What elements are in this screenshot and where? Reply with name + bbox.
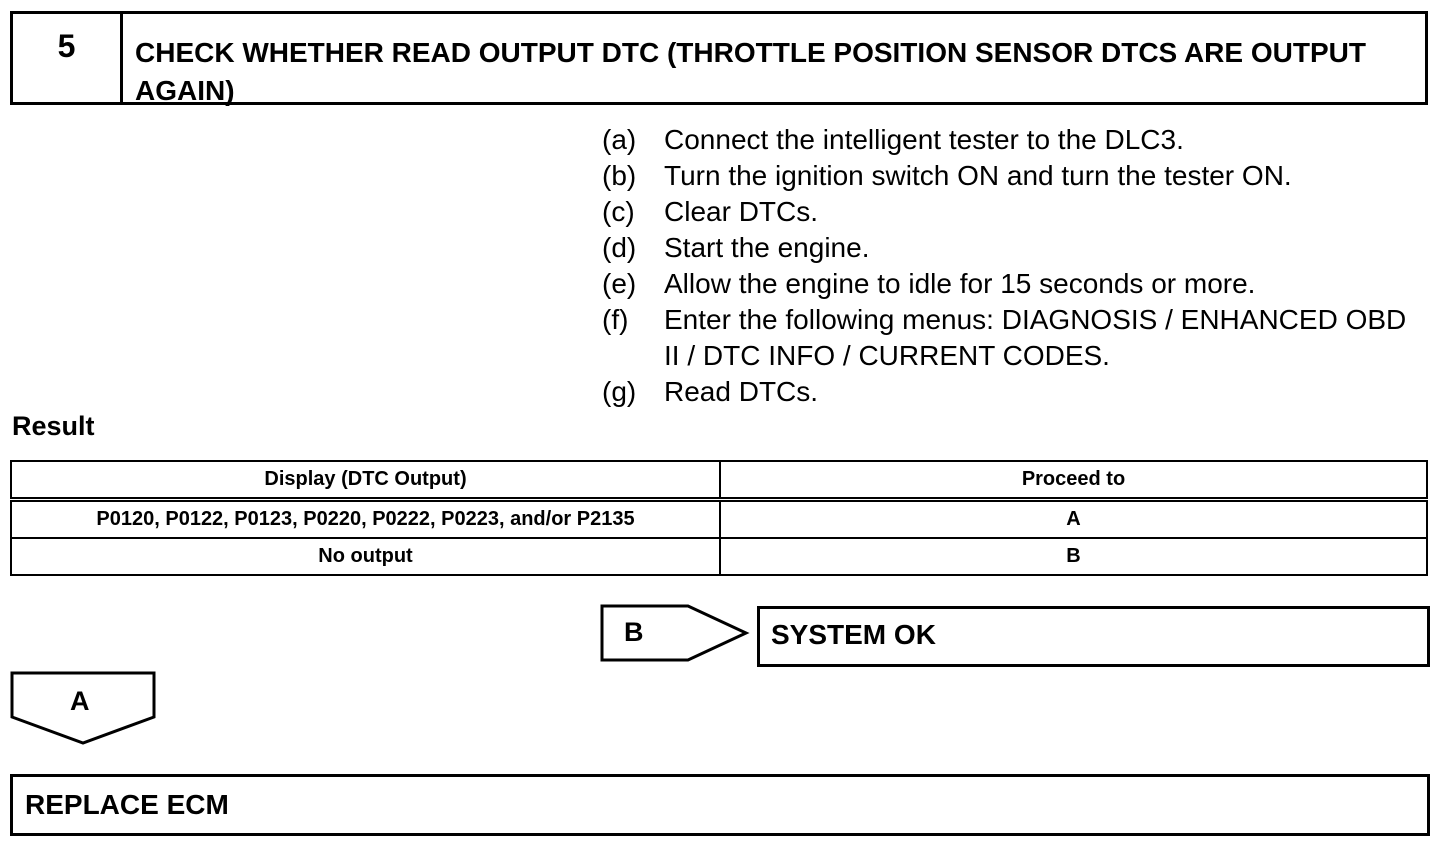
procedure-item-label: (d) — [602, 232, 637, 263]
replace-ecm-box: REPLACE ECM — [10, 774, 1430, 836]
procedure-item-text: Start the engine. — [664, 232, 870, 263]
procedure-item — [602, 374, 1422, 410]
table-cell-display: P0120, P0122, P0123, P0220, P0222, P0223, and/or P2135 — [11, 500, 720, 539]
procedure-list — [602, 122, 1422, 410]
column-header-display: Display (DTC Output) — [11, 461, 720, 500]
flow-a-label: A — [70, 686, 90, 716]
flow-b-label: B — [624, 617, 644, 647]
procedure-item-label: (f) — [602, 304, 629, 335]
procedure-item-label: (e) — [602, 268, 637, 299]
procedure-item-label: (g) — [602, 376, 637, 407]
procedure-item-text: Clear DTCs. — [664, 196, 819, 227]
step-number: 5 — [13, 14, 123, 102]
procedure-item-text: Connect the intelligent tester to the DLC3. — [664, 124, 1184, 155]
table-header-row — [11, 461, 1427, 500]
system-ok-box: SYSTEM OK — [757, 606, 1430, 667]
procedure-item-text: Enter the following menus: DIAGNOSIS / ENHANCED OBD II / DTC INFO / CURRENT CODES. — [664, 304, 1407, 371]
table-cell-proceed: A — [720, 500, 1427, 539]
procedure-item-label: (b) — [602, 160, 637, 191]
procedure-item — [602, 302, 1422, 374]
flow-b-arrow — [600, 604, 750, 662]
procedure-item — [602, 122, 1422, 158]
procedure-item — [602, 158, 1422, 194]
result-table — [10, 460, 1428, 576]
step-title: CHECK WHETHER READ OUTPUT DTC (THROTTLE POSITION SENSOR DTCS ARE OUTPUT AGAIN) — [135, 37, 1366, 106]
procedure-item-text: Allow the engine to idle for 15 seconds or more. — [664, 268, 1256, 299]
table-row — [11, 500, 1427, 539]
procedure-item-text: Read DTCs. — [664, 376, 819, 407]
table-cell-display: No output — [11, 538, 720, 575]
procedure-item — [602, 266, 1422, 302]
result-heading: Result — [12, 411, 95, 441]
step-header — [10, 11, 1428, 105]
procedure-item — [602, 194, 1422, 230]
procedure-item-label: (a) — [602, 124, 637, 155]
table-cell-proceed: B — [720, 538, 1427, 575]
procedure-item — [602, 230, 1422, 266]
column-header-proceed: Proceed to — [720, 461, 1427, 500]
table-row — [11, 538, 1427, 575]
procedure-item-text: Turn the ignition switch ON and turn the tester ON. — [664, 160, 1292, 191]
procedure-item-label: (c) — [602, 196, 635, 227]
